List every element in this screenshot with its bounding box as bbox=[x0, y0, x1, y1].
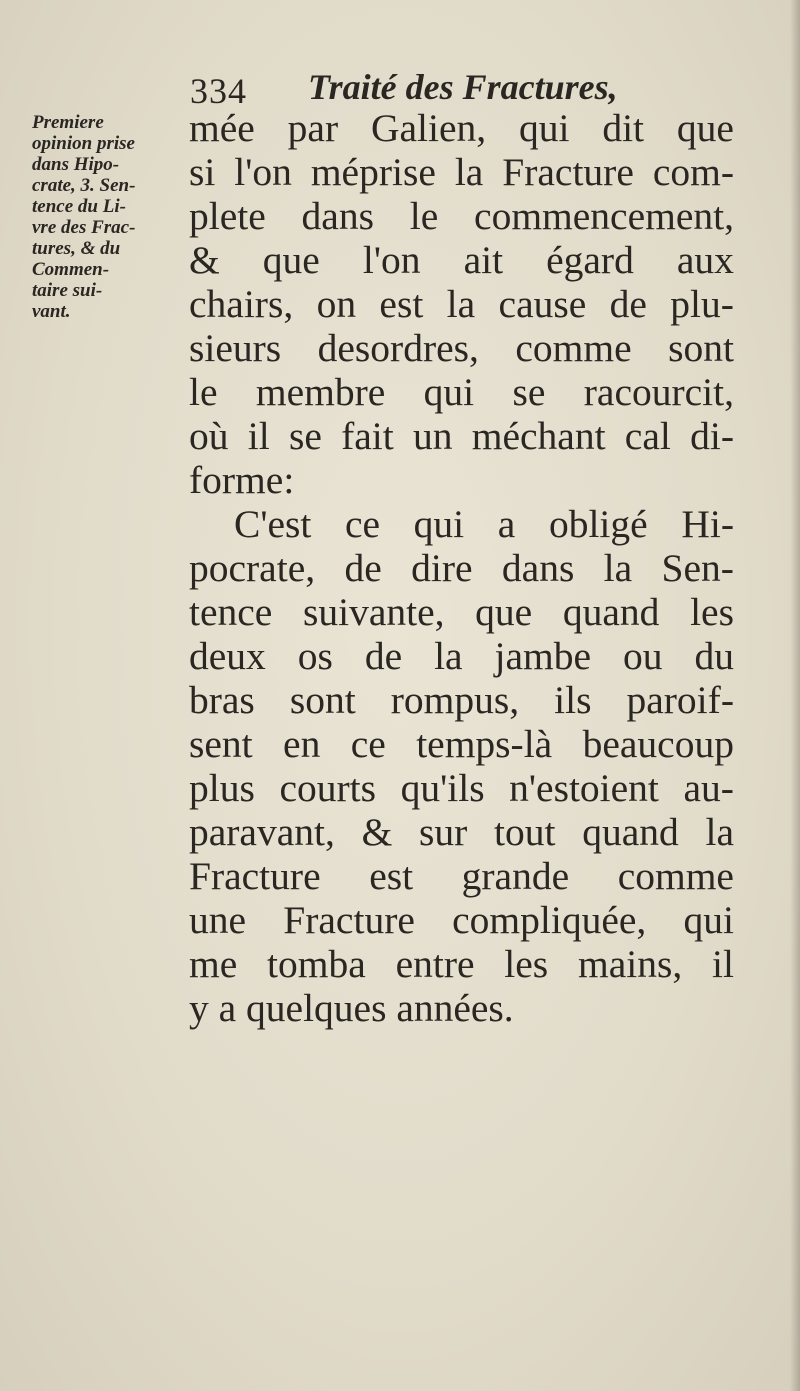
text-line: plus courts qu'ils n'estoient au- bbox=[189, 766, 734, 810]
text-line: tence suivante, que quand les bbox=[189, 590, 734, 634]
page-header bbox=[190, 62, 670, 112]
text-line: une Fracture compliquée, qui bbox=[189, 898, 734, 942]
margin-note-line: Premiere bbox=[32, 112, 104, 133]
margin-note-line: Commen- bbox=[32, 259, 110, 280]
text-line: le membre qui se racourcit, bbox=[189, 370, 734, 414]
page-edge-shadow bbox=[790, 0, 800, 1391]
margin-note-line: vre des Frac- bbox=[32, 217, 136, 238]
margin-note-line: dans Hipo- bbox=[32, 154, 120, 175]
text-line: chairs, on est la cause de plu- bbox=[189, 282, 734, 326]
text-line: mée par Galien, qui dit que bbox=[189, 106, 734, 150]
text-line: y a quelques années. bbox=[189, 986, 514, 1030]
text-line: Fracture est grande comme bbox=[189, 854, 734, 898]
text-line: deux os de la jambe ou du bbox=[189, 634, 734, 678]
body-text bbox=[189, 106, 734, 1030]
text-line: C'est ce qui a obligé Hi- bbox=[234, 502, 734, 546]
running-title: Traité des Fractures, bbox=[308, 67, 618, 107]
margin-note-line: taire sui- bbox=[32, 280, 103, 301]
margin-note-line: tence du Li- bbox=[32, 196, 126, 217]
margin-note bbox=[32, 112, 182, 322]
margin-note-line: vant. bbox=[32, 301, 71, 322]
text-line: bras sont rompus, ils paroif- bbox=[189, 678, 734, 722]
text-line: où il se fait un méchant cal di- bbox=[189, 414, 734, 458]
text-line: pocrate, de dire dans la Sen- bbox=[189, 546, 734, 590]
margin-note-line: tures, & du bbox=[32, 238, 121, 259]
text-line: me tomba entre les mains, il bbox=[189, 942, 734, 986]
text-line: sent en ce temps-là beaucoup bbox=[189, 722, 734, 766]
text-line: sieurs desordres, comme sont bbox=[189, 326, 734, 370]
margin-note-line: crate, 3. Sen- bbox=[32, 175, 136, 196]
page-number: 334 bbox=[190, 71, 247, 111]
text-line: si l'on méprise la Fracture com- bbox=[189, 150, 734, 194]
text-line: forme: bbox=[189, 458, 295, 502]
text-line: & que l'on ait égard aux bbox=[189, 238, 734, 282]
margin-note-line: opinion prise bbox=[32, 133, 135, 154]
text-line: paravant, & sur tout quand la bbox=[189, 810, 734, 854]
text-line: plete dans le commencement, bbox=[189, 194, 734, 238]
